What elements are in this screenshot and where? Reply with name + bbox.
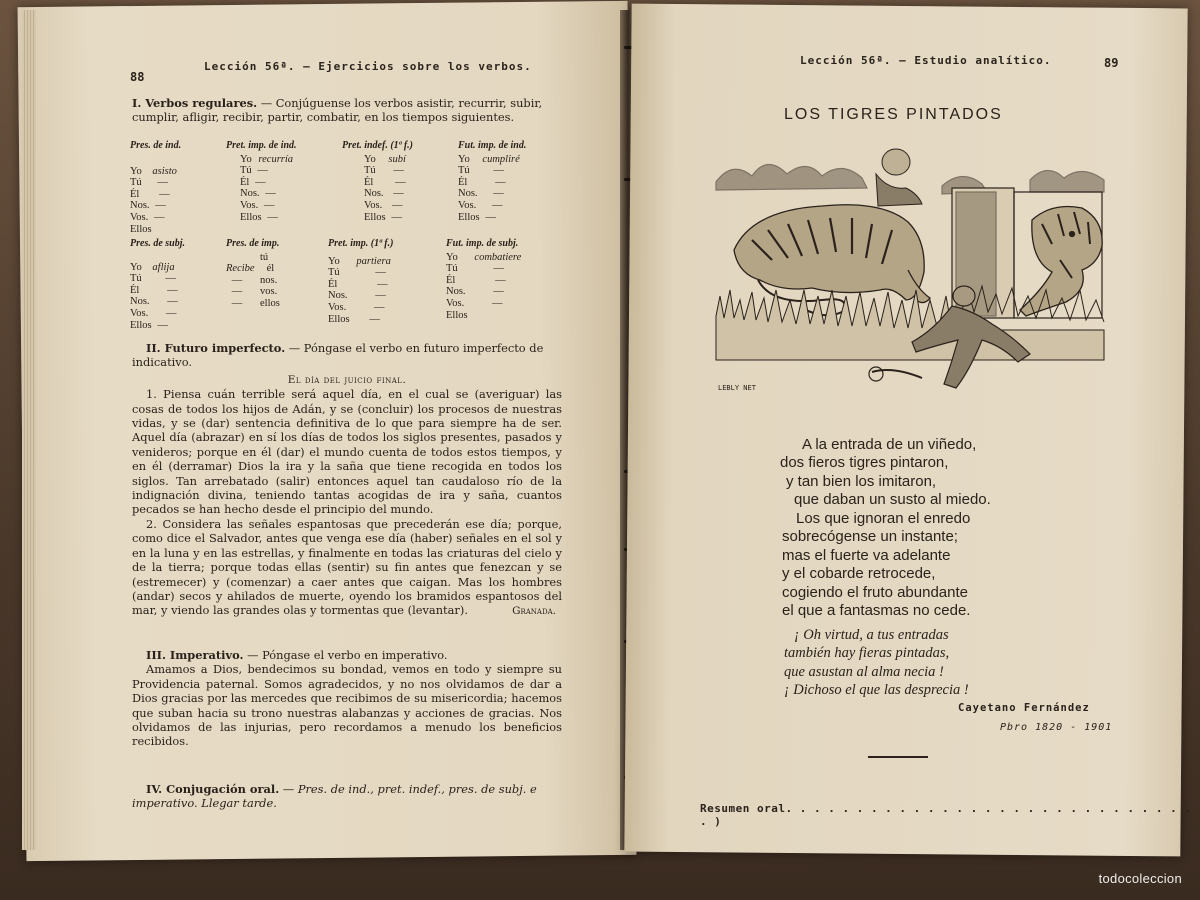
verb-form: recurría [258,153,294,165]
table2-header-2: Pres. de imp. [226,238,280,249]
poem-line: dos fieros tigres pintaron, [780,454,949,472]
illustrator-signature: LEBLY NET [718,384,756,392]
pronoun: Nos. [328,290,348,302]
poem-line: que daban un susto al miedo. [794,491,991,509]
oral-summary: Resumen oral. . . . . . . . . . . . . . . . . . . . . . . . . . . . . . ) [700,802,1192,828]
pronoun: Tú [130,177,142,189]
stanza-2 [780,510,970,620]
poem-line: y el cobarde retrocede, [782,565,936,583]
dash: — [167,296,178,308]
table1-col-4 [458,140,526,223]
pronoun: Yo [458,153,470,165]
left-page-number: 88 [130,70,145,84]
table1-header-4: Fut. imp. de ind. [458,140,527,151]
poem-line: que asustan al alma necia ! [784,663,944,680]
dash: — [167,284,178,296]
pronoun: Él [458,176,468,188]
pronoun: Ellos [240,211,262,223]
poem-author: Cayetano Fernández [958,702,1090,714]
dash: — [495,176,506,188]
pronoun: Él [130,188,140,200]
pronoun: Nos. [364,188,384,200]
dash: — [159,188,170,200]
dash: — [153,211,165,223]
dash: — [491,199,503,211]
poem-line: y tan bien los imitaron, [786,472,937,490]
pronoun: Yo [130,165,142,177]
exercise-4 [132,782,562,811]
paragraph-2: 2. Considera las señales espantosas que precederán ese día; porque, como dice el Salvador, antes que venga ese día (haber) señales en el sol y en la luna y en las estrellas, y finalmente en todas las criaturas del cielo y de la tierra; porque todas ellas (sentir) su fin antes que fenezcan y se (estremecer) y (comenzar) a caer antes que caigan. Mas los hombres (andar) secos y ahilados de muerte, oyendo los bramidos espantosos del mar, y viendo las grandes olas y tormentas que (levantar). [132,516,562,618]
dash: — [491,297,503,309]
verb-form: cumpliré [482,153,520,165]
dash: — [493,165,504,177]
dash: — [369,313,380,325]
dash: — [257,165,268,177]
poem-line: ¡ Oh virtud, a tus entradas [794,627,949,643]
dash: — [165,273,176,285]
dash: — [373,301,385,313]
table1-col-3 [342,140,413,223]
pronoun: Vos. [328,301,347,313]
table2-header-4: Fut. imp. de subj. [446,238,519,249]
pronoun: Vos. [446,297,465,309]
left-running-head: Lección 56ª. — Ejercicios sobre los verbos. [204,60,532,73]
pronoun: Nos. [130,200,150,212]
paragraph-3: Amamos a Dios, bendecimos su bondad, vemos en todo y siempre su Providencia paternal. Somos agradecidos, y no nos olvidamos de dar a Dios gracias por las mercedes que recibimos de su misericordia; hacemos que suban hacia su trono nuestras alabanzas y acciones de gracias. Nos olvidamos de las injurias, pero recordamos a menudo los beneficios recibidos. [132,662,562,749]
pronoun: Él [328,278,338,290]
pronoun: tú [260,251,269,263]
pronoun: Ellos [130,319,152,331]
dash: — [231,297,243,309]
exercise-3-text: — Póngase el verbo en imperativo. [243,648,448,662]
table1-header-3: Pret. indef. (1ª f.) [342,140,413,151]
dash: — [375,290,386,302]
dash: — [393,188,404,200]
reading-title: El día del juicio final. [287,373,407,386]
dash: — [155,200,166,212]
exercise-2-heading: II. Futuro imperfecto. [146,341,286,355]
attribution: Granada. [512,604,556,617]
dash: — [157,177,168,189]
watermark: todocoleccion [1098,871,1182,886]
divider-rule [868,756,928,758]
pronoun: Tú [240,165,252,177]
dash: — [393,165,404,177]
pronoun: Él [364,176,374,188]
dash: — [493,188,504,200]
right-running-head: Lección 56ª. — Estudio analítico. [800,54,1052,67]
dash: — [267,211,278,223]
pronoun: Nos. [130,296,150,308]
dash: — [231,274,243,286]
conjugation-table-1 [130,140,570,240]
pronoun: Yo [328,255,340,267]
dash: — [377,278,388,290]
tigers-illustration [712,140,1112,412]
conjugation-table-2 [130,238,570,334]
table2-header-3: Pret. imp. (1ª f.) [328,238,394,249]
dash: — [265,188,276,200]
pronoun: Tú [328,267,340,279]
exercise-2-text: — Póngase el verbo en futuro imperfecto de indicativo. [132,341,544,370]
pronoun: Nos. [446,286,466,298]
pronoun: Vos. [364,199,383,211]
verb-form: partiera [356,255,391,267]
table2-col-4 [446,238,521,321]
dash: — [391,199,403,211]
pronoun: Yo [130,261,142,273]
table2-col-3 [328,238,393,325]
paragraph-1: 1. Piensa cuán terrible será aquel día, en el cual se (averiguar) las cosas de todos los hijos de Adán, y se (concluir) los procesos de nuestras vidas, y se (dar) sentencia definitiva de lo que para siempre ha de ser. Aquel día (abrazar) en sí los días de todos los siglos presentes, pasados y venideros; porque en él (dar) el mundo cuenta de todos estos tiempos, y en él (derramar) Dios la ira y la saña que tiene recogida en todos los siglos. Tan arrebatado (salir) entonces aquel tan caudaloso río de la indignación divina, teniendo tantas acogidas de ira y saña, cuantos pecados se han hecho desde el principio del mundo. [132,387,562,517]
pronoun: Yo [446,251,458,263]
dash: — [375,267,386,279]
exercise-3 [132,648,562,749]
pronoun: Yo [364,153,376,165]
pronoun: nos. [260,274,278,286]
pronoun: él [266,263,275,275]
dash: — [495,274,506,286]
pronoun: Nos. [240,188,260,200]
table2-header-1: Pres. de subj. [130,238,185,249]
pronoun: Tú [446,263,458,275]
exercise-3-heading: III. Imperativo. [146,648,244,662]
pronoun: Vos. [458,199,477,211]
table2-col-1 [130,238,185,331]
poem-line: el que a fantasmas no cede. [782,602,971,620]
dash: — [391,211,402,223]
poem-title: LOS TIGRES PINTADOS [784,106,1003,123]
dash: — [157,319,168,331]
dash: — [395,176,406,188]
pronoun: Ellos [458,211,480,223]
pronoun: Él [130,284,140,296]
exercise-2 [132,341,562,618]
dash: — [493,263,504,275]
verb-form: subí [388,153,406,165]
exercise-1 [132,96,558,125]
pronoun: Tú [130,273,142,285]
dash: — [485,211,496,223]
table2-col-2 [226,238,280,310]
table1-header-2: Pret. imp. de ind. [226,140,297,151]
pronoun: Ellos [364,211,386,223]
pronoun: Nos. [458,188,478,200]
pronoun: vos. [260,286,278,298]
stanza-1 [780,436,991,510]
dash: — [263,199,275,211]
exercise-1-text: — Conjúguense los verbos asistir, recurrir, subir, cumplir, afligir, recibir, partir, combatir, en los tiempos siguientes. [132,96,543,125]
exercise-1-heading: I. Verbos regulares. [132,96,258,110]
verb-form: Recibe [226,263,255,275]
page-edge [22,10,36,850]
dash: — [231,286,243,298]
pronoun: Vos. [130,307,149,319]
pronoun: Ellos [328,313,350,325]
pronoun: Ellos [446,309,468,321]
verb-form: aflija [152,261,175,273]
pronoun: Yo [240,153,252,165]
poem-line: también hay fieras pintadas, [784,645,950,662]
pronoun: Él [446,274,456,286]
pronoun: Vos. [240,199,259,211]
pronoun: Tú [458,165,470,177]
verb-form: asisto [152,165,177,177]
poem-line: A la entrada de un viñedo, [802,436,977,453]
pronoun: Tú [364,165,376,177]
poem-line: Los que ignoran el enredo [796,510,971,527]
exercise-4-heading: IV. Conjugación oral. [146,782,280,796]
poem-line: mas el fuerte va adelante [782,546,951,564]
pronoun: Vos. [130,211,149,223]
author-dates: Pbro 1820 - 1901 [1000,722,1113,733]
pronoun: Ellos [130,223,152,235]
moral-stanza [784,626,969,700]
dash: — [255,176,266,188]
table1-col-2 [226,140,297,223]
exercise-4-text: — Pres. de ind., pret. indef., pres. de subj. e imperativo. Llegar tarde. [132,782,537,811]
table1-col-1 [130,140,181,235]
poem-line: cogiendo el fruto abundante [782,583,968,601]
dash: — [165,307,177,319]
peeking-man [876,149,922,206]
pronoun: Él [240,176,250,188]
poem-line: sobrecógense un instante; [782,528,958,546]
pronoun: ellos [260,297,280,309]
right-page-number: 89 [1104,56,1119,70]
verb-form: combatiere [474,251,522,263]
table1-header-1: Pres. de ind. [130,140,182,151]
poem-line: ¡ Dichoso el que las desprecia ! [784,682,969,699]
dash: — [493,286,504,298]
